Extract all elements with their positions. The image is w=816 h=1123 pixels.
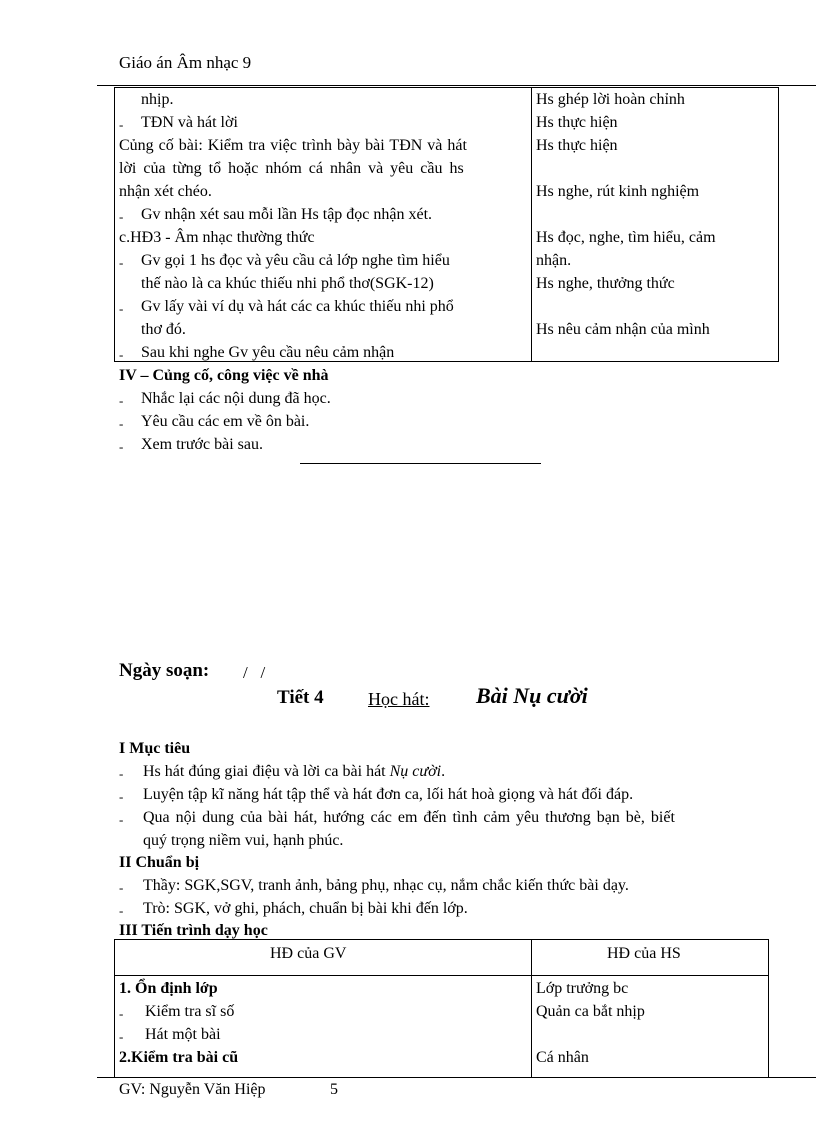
table2-head-hs: HĐ của HS xyxy=(607,945,681,962)
table1-right-line: Hs nêu cảm nhận của mình xyxy=(536,321,710,338)
bullet-dash: - xyxy=(119,789,124,804)
bullet-dash: - xyxy=(119,880,124,895)
section-4-heading: IV – Củng cố, công việc về nhà xyxy=(119,367,329,384)
table2-left-cell: Kiểm tra sĩ số xyxy=(145,1003,235,1020)
section-3-heading: III Tiến trình dạy học xyxy=(119,922,268,939)
footer-teacher: GV: Nguyễn Văn Hiệp xyxy=(119,1081,266,1098)
lesson-type: Học hát: xyxy=(368,689,430,709)
section-1-item-song: Nụ cười xyxy=(389,763,442,780)
bullet-dash: - xyxy=(119,439,124,454)
section-4-item: Xem trước bài sau. xyxy=(141,436,263,453)
table1-left-line: c.HĐ3 - Âm nhạc thường thức xyxy=(119,229,315,246)
section-1-heading: I Mục tiêu xyxy=(119,740,191,757)
table2-left-cell: Hát một bài xyxy=(145,1026,221,1043)
bullet-dash: - xyxy=(119,301,124,316)
header-rule xyxy=(97,85,816,86)
table1-left-line: nhịp. xyxy=(141,91,174,108)
date-value: / / xyxy=(243,663,266,682)
section-1-item-end: . xyxy=(441,763,446,780)
section-1-item-text: Hs hát đúng giai điệu và lời ca bài hát xyxy=(143,763,390,780)
table1-right-line: nhận. xyxy=(536,252,572,269)
section-1-item xyxy=(143,760,445,783)
bullet-dash: - xyxy=(119,1029,124,1044)
table2-head-gv: HĐ của GV xyxy=(270,945,347,962)
table1-left-line: Gv gọi 1 hs đọc và yêu cầu cả lớp nghe tìm hiểu xyxy=(141,252,450,269)
table2-right-cell: Cá nhân xyxy=(536,1049,589,1066)
table1-right-line: Hs nghe, rút kinh nghiệm xyxy=(536,183,700,200)
bullet-dash: - xyxy=(119,117,124,132)
bullet-dash: - xyxy=(119,416,124,431)
table1-left-line: Gv nhận xét sau mỗi lần Hs tập đọc nhận xét. xyxy=(141,206,433,223)
footer-page-number: 5 xyxy=(330,1081,338,1098)
section-4-item: Yêu cầu các em về ôn bài. xyxy=(141,413,310,430)
bullet-dash: - xyxy=(119,347,124,362)
bullet-dash: - xyxy=(119,393,124,408)
section-1-item: Luyện tập kĩ năng hát tập thể và hát đơn ca, lối hát hoà giọng và hát đối đáp. xyxy=(143,786,634,803)
table1-left-line: Sau khi nghe Gv yêu cầu nêu cảm nhận xyxy=(141,344,395,361)
lesson-number: Tiết 4 xyxy=(277,687,324,708)
table1-left-line: Gv lấy vài ví dụ và hát các ca khúc thiếu nhi phổ xyxy=(141,298,454,315)
bullet-dash: - xyxy=(119,903,124,918)
table1-left-line: thơ đó. xyxy=(141,321,186,338)
bullet-dash: - xyxy=(119,812,124,827)
table1-left-line: thế nào là ca khúc thiếu nhi phổ thơ(SGK-12) xyxy=(141,275,434,292)
table1-right-line: Hs ghép lời hoàn chỉnh xyxy=(536,91,685,108)
table1-left-line: lời của từng tổ hoặc nhóm cá nhân và yêu cầu hs xyxy=(119,160,464,177)
table1-left-line: Củng cố bài: Kiểm tra việc trình bày bài TĐN và hát xyxy=(119,137,467,154)
table1-right-line: Hs thực hiện xyxy=(536,137,618,154)
bullet-dash: - xyxy=(119,766,124,781)
table1-left-line: TĐN và hát lời xyxy=(141,114,238,131)
activity-table-top-divider xyxy=(531,87,532,362)
bullet-dash: - xyxy=(119,255,124,270)
table1-left-line: nhận xét chéo. xyxy=(119,183,212,200)
separator-line xyxy=(300,463,541,464)
table2-right-cell: Quản ca bắt nhịp xyxy=(536,1003,645,1020)
section-2-item: Thầy: SGK,SGV, tranh ảnh, bảng phụ, nhạc cụ, nắm chắc kiến thức bài dạy. xyxy=(143,877,629,894)
section-2-item: Trò: SGK, vở ghi, phách, chuẩn bị bài khi đến lớp. xyxy=(143,900,468,917)
section-4-item: Nhắc lại các nội dung đã học. xyxy=(141,390,331,407)
date-label: Ngày soạn: xyxy=(119,660,210,681)
table2-row-heading: 1. Ổn định lớp xyxy=(119,980,218,997)
activity-table-bottom-divider xyxy=(531,939,532,1078)
bullet-dash: - xyxy=(119,209,124,224)
section-1-item: Qua nội dung của bài hát, hướng các em đến tình cảm yêu thương bạn bè, biết xyxy=(143,809,675,826)
table1-right-line: Hs thực hiện xyxy=(536,114,618,131)
table1-right-line: Hs đọc, nghe, tìm hiểu, cảm xyxy=(536,229,716,246)
table2-right-cell: Lớp trưởng bc xyxy=(536,980,629,997)
activity-table-header-rule xyxy=(114,975,769,976)
table1-right-line: Hs nghe, thưởng thức xyxy=(536,275,675,292)
page-header-title: Giáo án Âm nhạc 9 xyxy=(119,53,252,72)
song-title: Bài Nụ cười xyxy=(476,683,588,708)
section-1-item: quý trọng niềm vui, hạnh phúc. xyxy=(143,832,344,849)
bullet-dash: - xyxy=(119,1006,124,1021)
table2-row-heading: 2.Kiểm tra bài cũ xyxy=(119,1049,239,1066)
section-2-heading: II Chuẩn bị xyxy=(119,854,200,871)
